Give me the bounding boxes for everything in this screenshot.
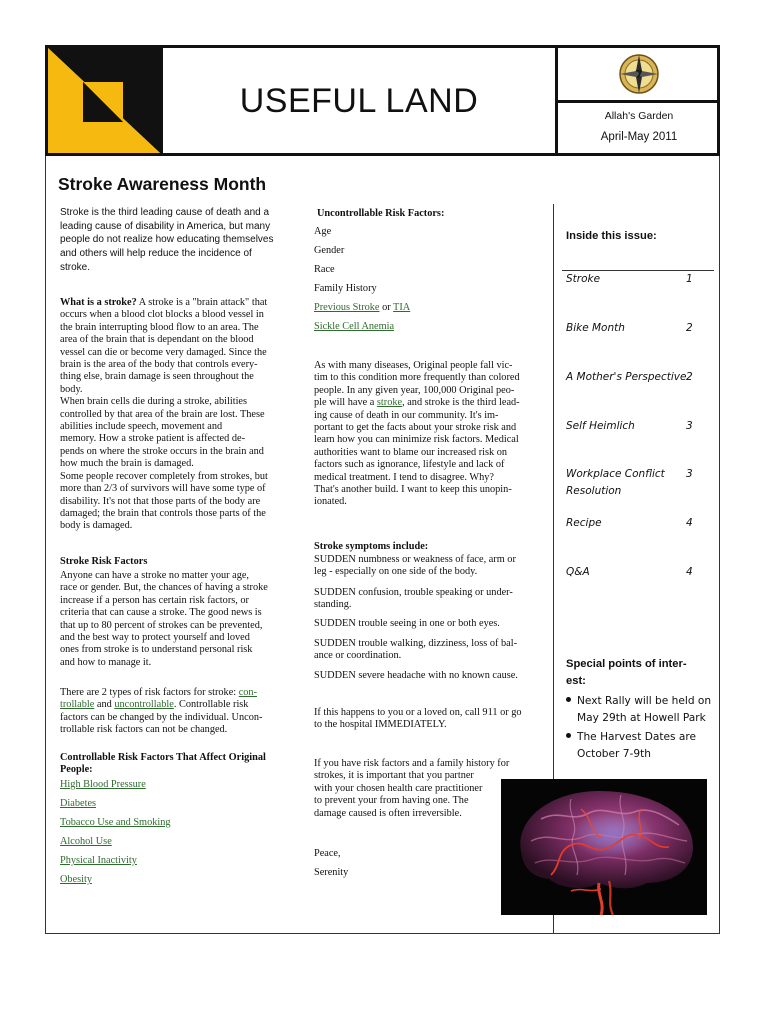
- toc-page-number: 3: [686, 468, 693, 480]
- toc-item-self-heimlich[interactable]: Self Heimlich: [566, 420, 635, 432]
- family-history-paragraph: If you have risk factors and a family history for strokes, it is important that you partner with your chosen health care practitioner to prevent your from having one. The damage caused is often irreversible.: [314, 758, 510, 819]
- newsletter-masthead: [45, 45, 720, 156]
- link-stroke[interactable]: stroke: [376, 397, 403, 409]
- what-is-stroke-paragraph: What is a stroke? A stroke is a "brain attack" that occurs when a blood clot blocks a blood vessel in the brain interrupting blood flow to an area. The area of the brain that is dependant on the blood vessel can die or become very damaged. Since the brain is the area of the body that controls every- thing else, brain damage is seen throughout the body. When brain cells die during a stroke, abilities controlled by that area of the brain are lost. These abilities include speech, movement and memory. How a stroke patient is affected de- pends on where the stroke occurs in the brain and how much the brain is damaged. Some people recover completely from strokes, but more than 2/3 of survivors will have some type of disability. It's not that those parts of the body are damaged; the brain that controls those parts of the body is damaged.: [60, 297, 268, 532]
- link-previous-stroke[interactable]: Previous Stroke: [314, 302, 380, 313]
- issue-date: April-May 2011: [600, 131, 678, 143]
- toc-page-number: 3: [686, 420, 693, 432]
- link-alcohol[interactable]: Alcohol Use: [60, 836, 112, 847]
- original-people-paragraph: As with many diseases, Original people fall vic- tim to this condition more frequently than colored people. In any given year, 100,000 Original peo- ple will have a stroke, and stroke is the third lead- ing cause of death in our community. It's im- portant to get the facts about your stroke risk and learn how you can minimize risk factors. Medical authorities want to blame our increased risk on factors such as ignorance, lifestyle and lack of medical treatment. I tend to disagree. Why? That's another build. I want to keep this unopin- ionated.: [314, 360, 520, 508]
- link-tia[interactable]: TIA: [393, 302, 411, 313]
- bullet-icon: [566, 733, 571, 738]
- symptom-5: SUDDEN severe headache with no known cause.: [314, 670, 518, 681]
- toc-item-bike-month[interactable]: Bike Month: [566, 322, 625, 334]
- brain-icon: [501, 779, 707, 915]
- symptom-3: SUDDEN trouble seeing in one or both eyes.: [314, 618, 500, 629]
- symptom-4: SUDDEN trouble walking, dizziness, loss of bal- ance or coordination.: [314, 638, 518, 662]
- link-obesity[interactable]: Obesity: [60, 874, 93, 885]
- toc-item-qa[interactable]: Q&A: [566, 566, 590, 578]
- compass-cell: [558, 48, 720, 103]
- special-point-harvest: The Harvest Dates are October 7-9th: [566, 729, 696, 762]
- toc-page-number: 2: [686, 371, 693, 383]
- article-title: Stroke Awareness Month: [58, 174, 267, 194]
- controllable-link-cont[interactable]: trollable: [60, 699, 95, 711]
- uncontrollable-heading: Uncontrollable Risk Factors:: [317, 208, 445, 219]
- toc-page-number: 4: [686, 517, 693, 529]
- previous-stroke-line: Previous Stroke or TIA: [314, 302, 411, 313]
- toc-page-number: 1: [686, 273, 693, 285]
- uncontrollable-gender: Gender: [314, 245, 345, 256]
- bullet-icon: [566, 697, 571, 702]
- toc-title: Inside this issue:: [566, 230, 657, 242]
- toc-page-number: 4: [686, 566, 693, 578]
- toc-item-stroke[interactable]: Stroke: [566, 273, 601, 285]
- logo: [48, 48, 163, 153]
- link-sickle-cell[interactable]: Sickle Cell Anemia: [314, 321, 395, 332]
- toc-page-number: 2: [686, 322, 693, 334]
- issue-info: [555, 48, 720, 153]
- brain-illustration: [501, 779, 707, 915]
- toc-item-recipe[interactable]: Recipe: [566, 517, 602, 529]
- masthead-title-area: [163, 48, 555, 153]
- compass-seven-icon: [618, 53, 660, 95]
- uncontrollable-link[interactable]: uncontrollable: [114, 699, 174, 711]
- risk-factors-heading: Stroke Risk Factors: [60, 556, 148, 567]
- special-point-rally: Next Rally will be held on May 29th at Howell Park: [566, 693, 711, 726]
- symptom-1: SUDDEN numbness or weakness of face, arm or leg - especially on one side of the body.: [314, 554, 516, 578]
- link-diabetes[interactable]: Diabetes: [60, 798, 97, 809]
- link-high-blood-pressure[interactable]: High Blood Pressure: [60, 779, 146, 790]
- symptoms-heading: Stroke symptoms include:: [314, 541, 429, 552]
- intro-paragraph: Stroke is the third leading cause of death and a leading cause of disability in America, but many people do not realize how educating themselves and others will help reduce the incidence of stroke.: [60, 207, 274, 273]
- link-physical-inactivity[interactable]: Physical Inactivity: [60, 855, 137, 866]
- closing: Peace,: [314, 848, 341, 859]
- risk-types-paragraph: There are 2 types of risk factors for stroke: con- trollable and uncontrollable. Controllable risk factors can be changed by the individual. Uncon- trollable risk factors can not be changed.: [60, 687, 263, 736]
- risk-factors-paragraph: Anyone can have a stroke no matter your age, race or gender. But, the chances of having a stroke increase if a person has certain risk factors, or criteria that can cause a stroke. The good news is that up to 80 percent of strokes can be prevented, and the best way to protect yourself and loved ones from stroke is to understand personal risk and how to manage it.: [60, 570, 268, 668]
- signature: Serenity: [314, 867, 349, 878]
- newsletter-title: USEFUL LAND: [239, 82, 479, 120]
- symptom-2: SUDDEN confusion, trouble speaking or under- standing.: [314, 587, 513, 611]
- toc-item-workplace-conflict[interactable]: Workplace Conflict Resolution: [566, 468, 665, 497]
- special-points-title: Special points of inter- est:: [566, 658, 687, 687]
- uncontrollable-family-history: Family History: [314, 283, 377, 294]
- controllable-link[interactable]: con-: [238, 687, 257, 698]
- compass-number: 7: [635, 68, 643, 81]
- logo-graphic-icon: [48, 48, 160, 153]
- controllable-heading: Controllable Risk Factors That Affect Original People:: [60, 752, 266, 776]
- link-tobacco[interactable]: Tobacco Use and Smoking: [60, 817, 171, 828]
- publisher-name: Allah's Garden: [604, 110, 674, 122]
- what-is-stroke-heading: What is a stroke?: [60, 297, 137, 308]
- emergency-paragraph: If this happens to you or a loved on, call 911 or go to the hospital IMMEDIATELY.: [314, 707, 522, 731]
- uncontrollable-race: Race: [314, 264, 335, 275]
- uncontrollable-age: Age: [314, 226, 332, 237]
- toc-item-mothers-perspective[interactable]: A Mother's Perspective: [566, 371, 687, 383]
